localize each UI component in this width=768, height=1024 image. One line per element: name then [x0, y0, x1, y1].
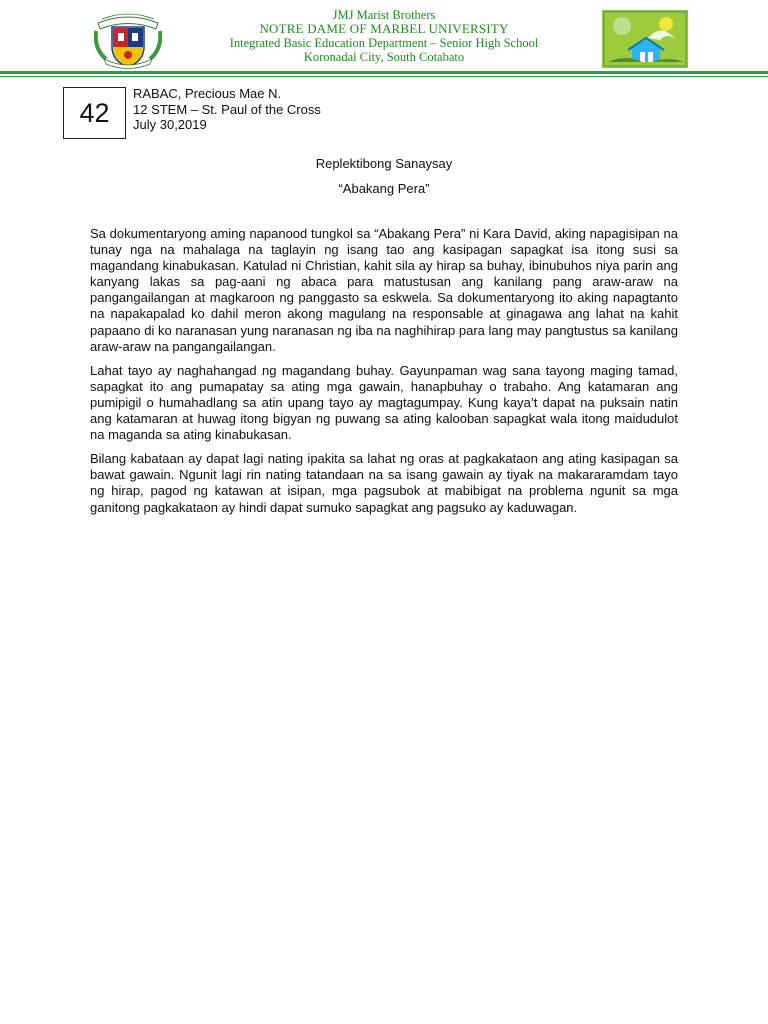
- student-name: RABAC, Precious Mae N.: [133, 86, 282, 101]
- department-name: Integrated Basic Education Department – Senior High School: [229, 36, 539, 50]
- header-divider-thick: [0, 71, 768, 74]
- student-info: [133, 86, 321, 133]
- essay-body: [90, 226, 678, 524]
- institution-heading: [170, 8, 598, 64]
- student-section: 12 STEM – St. Paul of the Cross: [133, 101, 321, 117]
- document-title: “Abakang Pera”: [338, 181, 430, 196]
- header-divider-thin: [0, 76, 768, 77]
- letterhead: [0, 0, 768, 78]
- essay-paragraph: Sa dokumentaryong aming napanood tungkol sa “Abakang Pera” ni Kara David, aking napagisipan na tunay nga na mahalaga na taglayin ng isang tao ang kasipagan sapagkat isa itong susi sa magandang kinabukasan. Katulad ni Christian, kahit sila ay hirap sa buhay, ibinubuhos niya parin ang kanyang lakas sa pag-aani ng abaca para matustusan ang kanilang pang araw-araw na pangangailangan at magkaroon ng panggasto sa eskwela. Sa dokumentaryong ito aking napagtanto na napakapalad ko dahil meron akong magulang na responsable at ginagawa ang lahat na kahit papaano di ko naranasan yung naranasan ng iba na naghihirap para lang may pangtustus sa kanilang araw-araw na pangangailangan.: [90, 226, 678, 354]
- green-university-badge-icon: [602, 10, 688, 68]
- university-location: Koronadal City, South Cotabato: [303, 50, 465, 64]
- university-seal-icon: [94, 9, 162, 69]
- score-box: 42: [63, 87, 126, 139]
- essay-paragraph: Lahat tayo ay naghahangad ng magandang buhay. Gayunpaman wag sana tayong maging tamad, sapagkat ito ang pumapatay sa ating mga gawain, hanapbuhay o trabaho. Ang katamaran ang pumipigil o humahadlang sa atin upang tayo ay magtagumpay. Kung kaya’t dapat na puksain natin ang katamaran at huwag itong bigyan ng puwang sa ating kalooban sapagkat wala itong maidudulot na maganda sa ating kinabukasan.: [90, 362, 678, 443]
- submission-date: July 30,2019: [133, 117, 207, 132]
- order-name: JMJ Marist Brothers: [332, 8, 436, 22]
- university-name: NOTRE DAME OF MARBEL UNIVERSITY: [259, 21, 509, 36]
- document-type: Replektibong Sanaysay: [315, 156, 453, 171]
- essay-paragraph: Bilang kabataan ay dapat lagi nating ipakita sa lahat ng oras at pagkakataon ang ating kasipagan sa bawat gawain. Ngunit lagi rin nating tatandaan na sa isang gawain ay tiyak na makararamdam tayo ng hirap, pagod ng katawan at isipan, mga pagsubok at mabibigat na problema ngunit sa mga ganitong pagkakataon ay hindi dapat sumuko sapagkat ang pagsuko ay kaduwagan.: [90, 451, 678, 515]
